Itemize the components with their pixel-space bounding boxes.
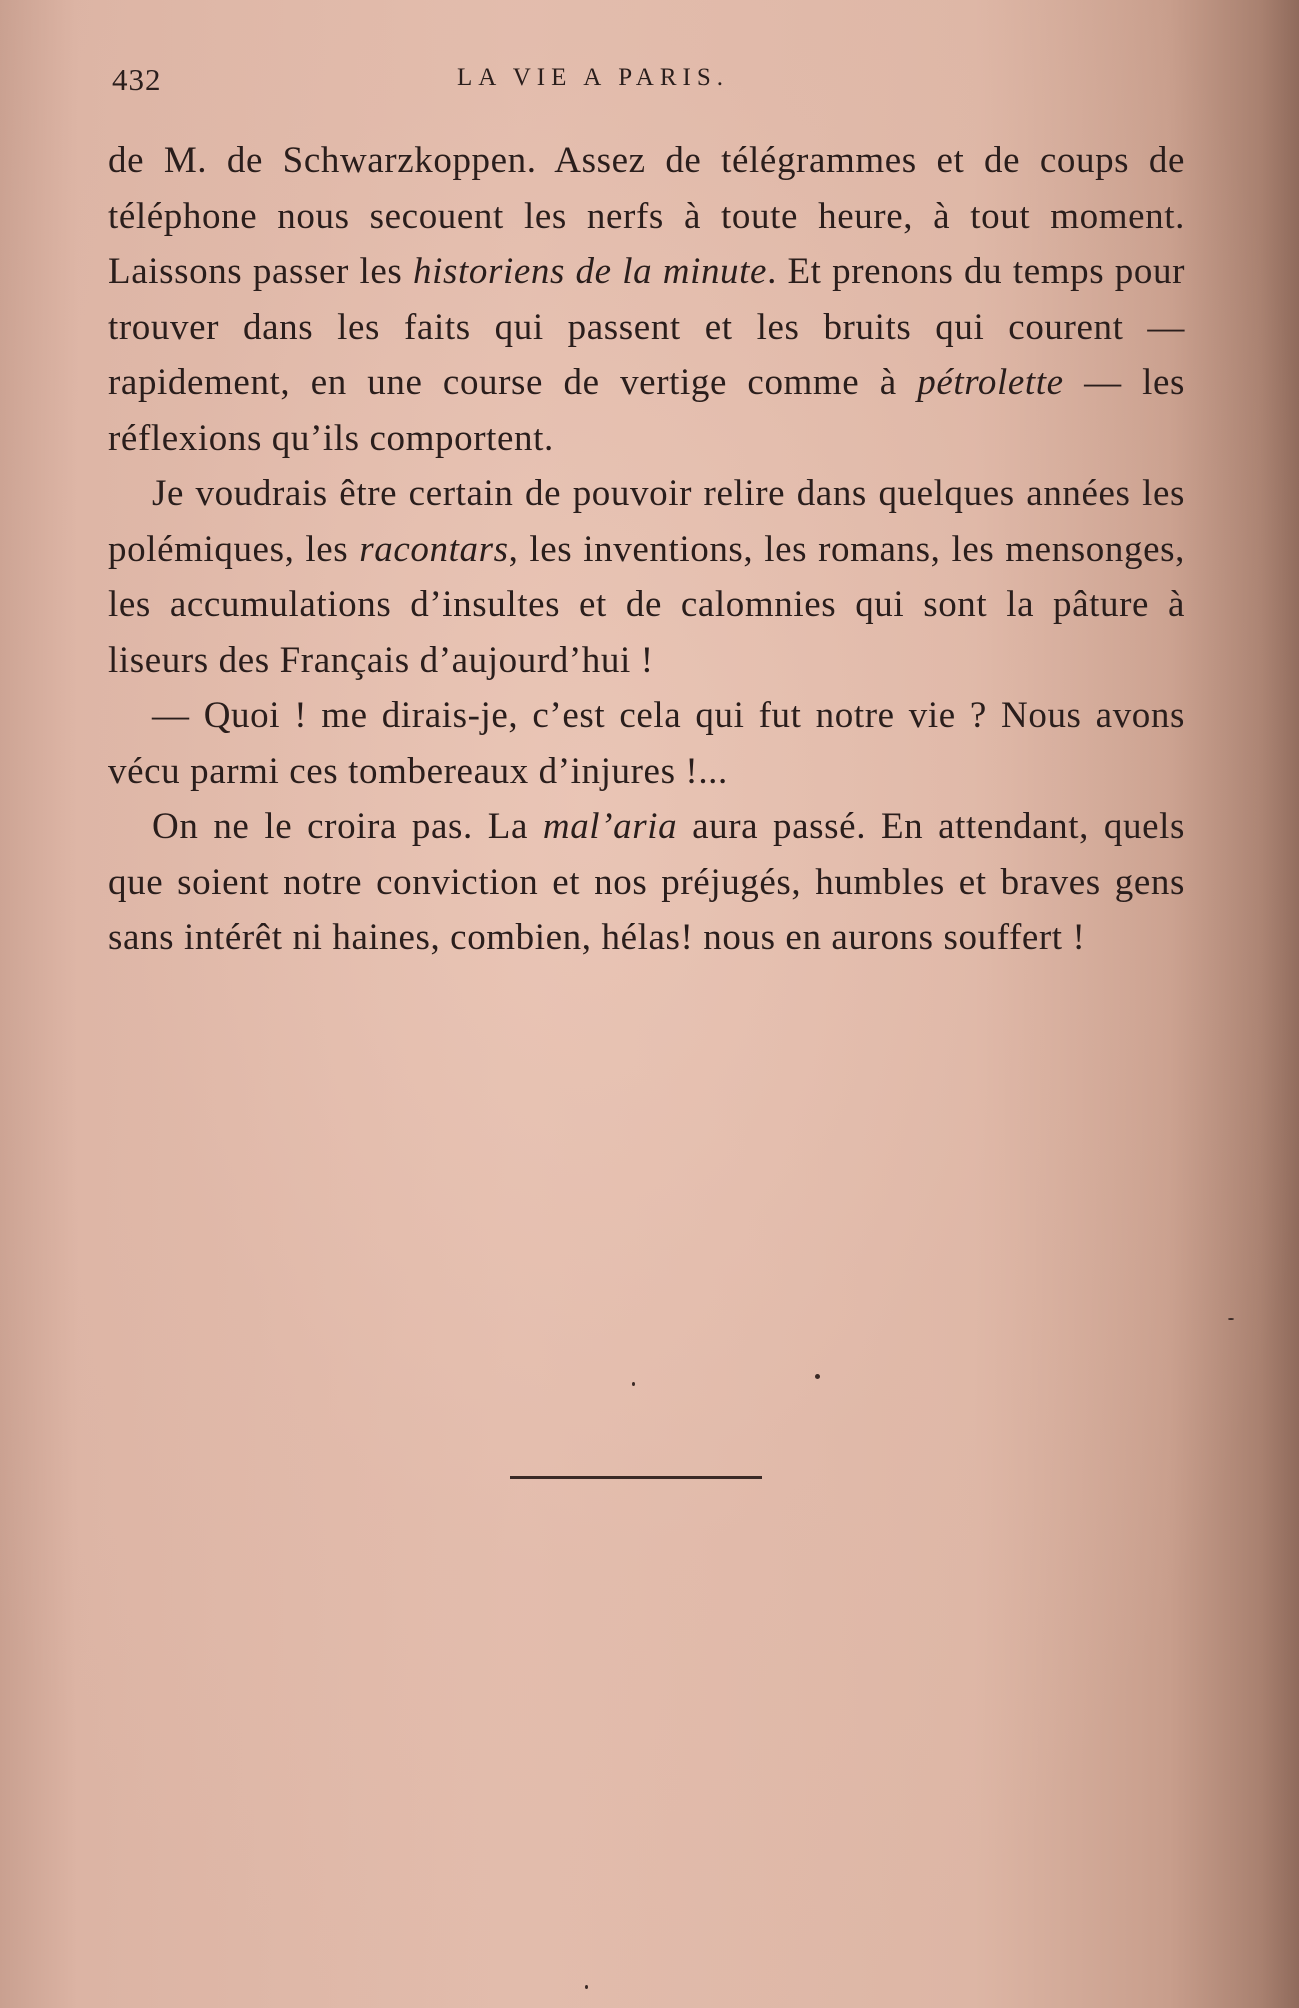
text-segment: de M. de Schwarzkoppen. Assez de télégrammes et de coups de téléphone nous secouent les nerfs à toute heure, à tout moment. Laissons passer les [108, 140, 1185, 292]
running-head [112, 62, 1182, 102]
text-segment: — Quoi ! me dirais-je, c’est cela qui fut notre vie ? Nous avons vécu parmi ces tombereaux d’injures !... [108, 695, 1185, 792]
ink-speck [815, 1374, 820, 1379]
running-title: LA VIE A PARIS. [457, 64, 730, 91]
end-rule [510, 1476, 762, 1479]
paragraph-4 [108, 799, 1185, 966]
text-segment: . Et prenons du temps pour trouver dans les faits qui passent et les bruits qui courent — rapidement, en une course de vertige comme à [108, 251, 1185, 403]
ink-speck [1228, 1318, 1234, 1320]
page-number: 432 [112, 62, 162, 97]
text-segment: Je voudrais être certain de pouvoir relire dans quelques années les polémiques, les [108, 473, 1185, 570]
ink-speck [632, 1382, 635, 1386]
italic-segment: racontars [359, 528, 509, 570]
paragraph-1 [108, 133, 1185, 466]
italic-segment: historiens de la minute [412, 251, 768, 292]
text-segment: — les réflexions qu’ils comportent. [108, 362, 1186, 459]
ink-speck [585, 1985, 588, 1989]
body-text [108, 133, 1185, 966]
italic-segment: mal’aria [542, 806, 678, 847]
text-segment: aura passé. En attendant, quels que soient notre conviction et nos préjugés, humbles et braves gens sans intérêt ni haines, combien, hélas! nous en aurons souffert ! [108, 806, 1185, 958]
text-segment: , les inventions, les romans, les mensonges, les accumulations d’insultes et de calomnies qui sont la pâture à liseurs des Français d’aujourd’hui ! [108, 528, 1185, 681]
italic-segment: pétrolette [917, 362, 1064, 403]
paragraph-2 [108, 466, 1185, 688]
text-segment: On ne le croira pas. La [152, 806, 543, 847]
paragraph-3 [108, 688, 1185, 799]
